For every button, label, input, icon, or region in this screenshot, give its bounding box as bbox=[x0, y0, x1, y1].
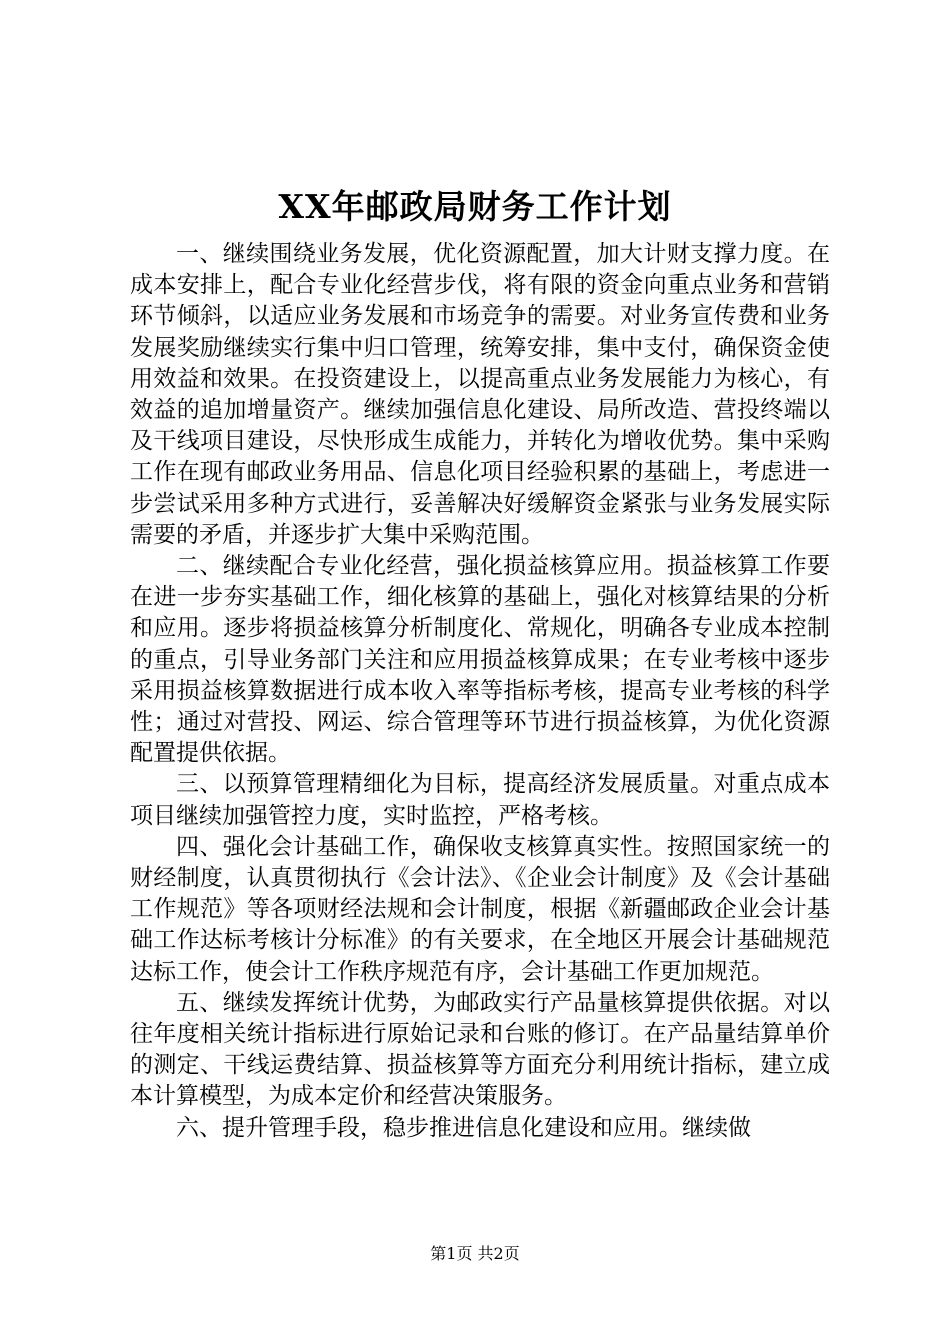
paragraph-4: 四、强化会计基础工作，确保收支核算真实性。按照国家统一的财经制度，认真贯彻执行《会计法》、《企业会计制度》及《会计基础工作规范》等各项财经法规和会计制度，根据《新疆邮政企业会计基础工作达标考核计分标准》的有关要求，在全地区开展会计基础规范达标工作，使会计工作秩序规范有序，会计基础工作更加规范。 bbox=[130, 833, 830, 985]
document-title: XX年邮政局财务工作计划 bbox=[278, 187, 672, 226]
paragraph-1: 一、继续围绕业务发展，优化资源配置，加大计财支撑力度。在成本安排上，配合专业化经营步伐，将有限的资金向重点业务和营销环节倾斜，以适应业务发展和市场竞争的需要。对业务宣传费和业务发展奖励继续实行集中归口管理，统筹安排，集中支付，确保资金使用效益和效果。在投资建设上，以提高重点业务发展能力为核心，有效益的追加增量资产。继续加强信息化建设、局所改造、营投终端以及干线项目建设，尽快形成生成能力，并转化为增收优势。集中采购工作在现有邮政业务用品、信息化项目经验积累的基础上，考虑进一步尝试采用多种方式进行，妥善解决好缓解资金紧张与业务发展实际需要的矛盾，并逐步扩大集中采购范围。 bbox=[130, 241, 830, 548]
page-number-footer: 第1页 共2页 bbox=[430, 1244, 520, 1263]
document-body bbox=[130, 239, 830, 1144]
paragraph-5: 五、继续发挥统计优势，为邮政实行产品量核算提供依据。对以往年度相关统计指标进行原始记录和台账的修订。在产品量结算单价的测定、干线运费结算、损益核算等方面充分利用统计指标，建立成本计算模型，为成本定价和经营决策服务。 bbox=[130, 989, 830, 1110]
paragraph-6: 六、提升管理手段，稳步推进信息化建设和应用。继续做 bbox=[176, 1114, 751, 1141]
paragraph-2: 二、继续配合专业化经营，强化损益核算应用。损益核算工作要在进一步夯实基础工作，细化核算的基础上，强化对核算结果的分析和应用。逐步将损益核算分析制度化、常规化，明确各专业成本控制的重点，引导业务部门关注和应用损益核算成果；在专业考核中逐步采用损益核算数据进行成本收入率等指标考核，提高专业考核的科学性；通过对营投、网运、综合管理等环节进行损益核算，为优化资源配置提供依据。 bbox=[130, 553, 830, 767]
paragraph-3: 三、以预算管理精细化为目标，提高经济发展质量。对重点成本项目继续加强管控力度，实时监控，严格考核。 bbox=[130, 771, 830, 829]
